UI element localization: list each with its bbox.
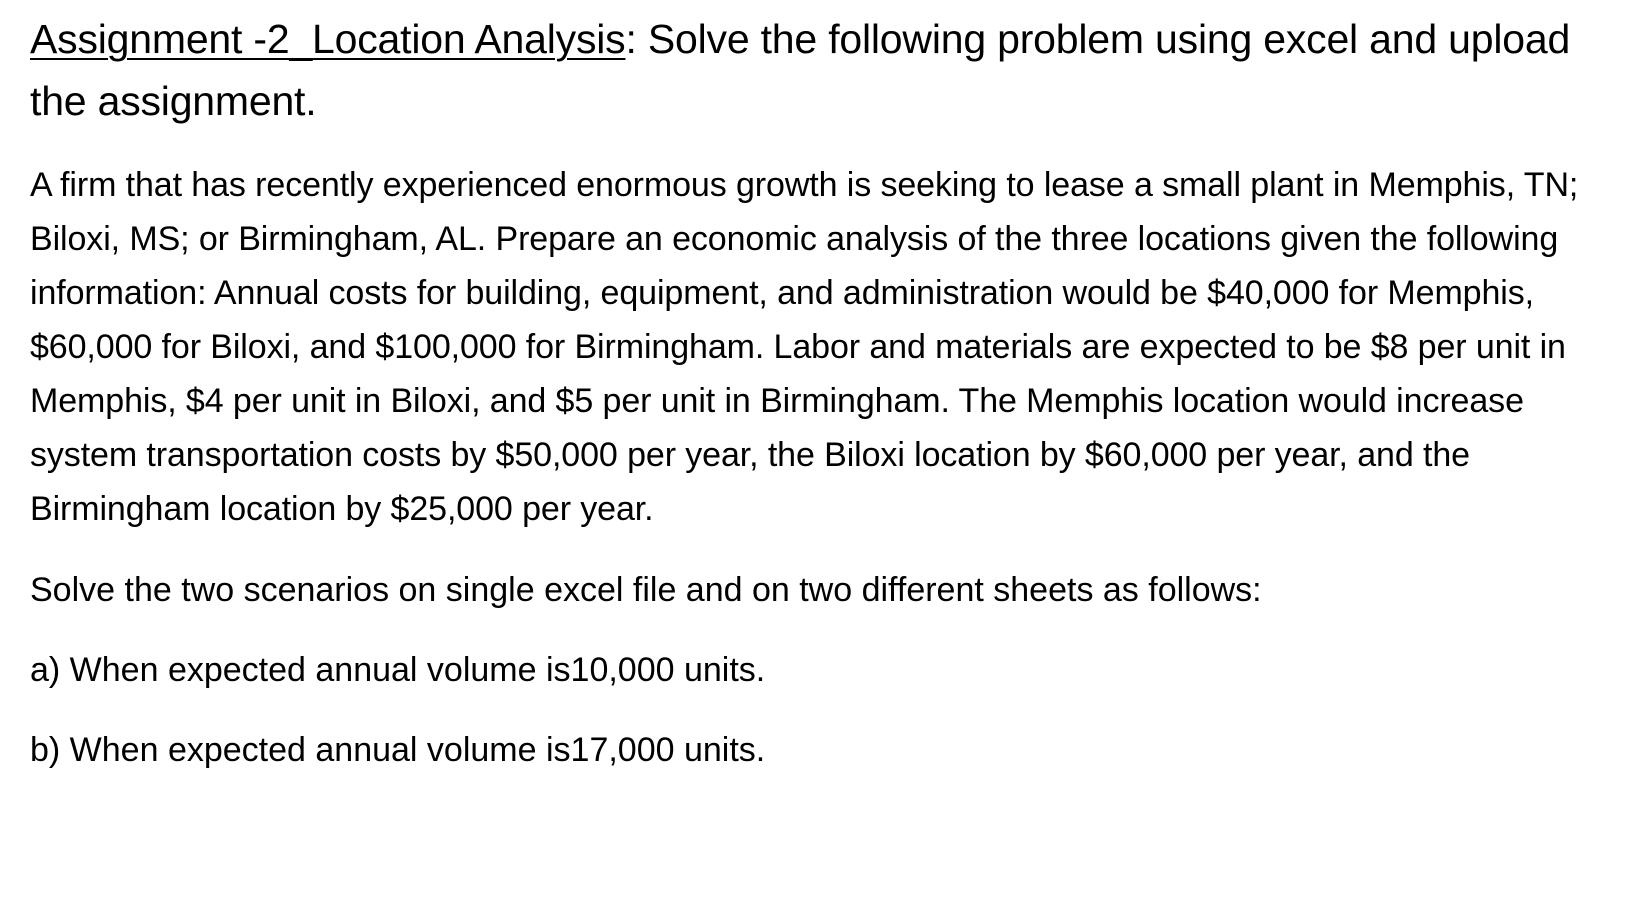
heading-instruction: Solve the following problem using excel and upload the assignment. — [30, 16, 1571, 124]
heading-separator: : — [625, 16, 637, 62]
scenario-instruction: Solve the two scenarios on single excel file and on two different sheets as follows: — [30, 571, 1262, 609]
assignment-title: Assignment -2_Location Analysis — [30, 16, 626, 62]
assignment-heading — [30, 8, 1602, 132]
scenario-a: a) When expected annual volume is10,000 units. — [30, 651, 766, 689]
scenario-b: b) When expected annual volume is17,000 units. — [30, 731, 766, 769]
problem-statement: A firm that has recently experienced enormous growth is seeking to lease a small plant in Memphis, TN; Biloxi, MS; or Birmingham, AL. Prepare an economic analysis of the three locations given the following information: Annual costs for building, equipment, and administration would be $40,000 for Memphis, $60,000 for Biloxi, and $100,000 for Birmingham. Labor and materials are expected to be $8 per unit in Memphis, $4 per unit in Biloxi, and $5 per unit in Birmingham. The Memphis location would increase system transportation costs by $50,000 per year, the Biloxi location by $60,000 per year, and the Birmingham location by $25,000 per year. — [30, 166, 1579, 528]
